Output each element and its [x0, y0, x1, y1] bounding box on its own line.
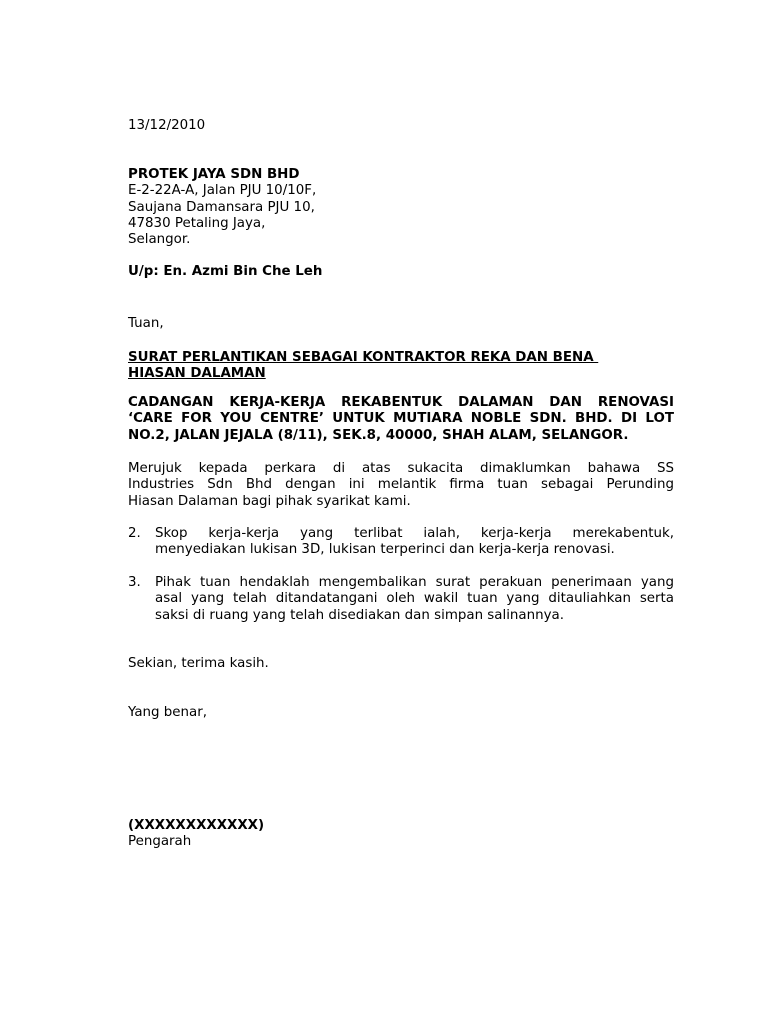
signatory-position: Pengarah	[128, 834, 192, 850]
recipient-company: PROTEK JAYA SDN BHD	[128, 167, 300, 182]
address-line: Selangor.	[128, 232, 191, 248]
numbered-item-3	[128, 575, 674, 624]
item-line: asal yang telah ditandatangani oleh wakil tuan yang ditauliahkan serta	[155, 591, 674, 607]
intro-line: Industries Sdn Bhd dengan ini melantik firma tuan sebagai Perunding	[128, 477, 674, 493]
subject-line: ‘CARE FOR YOU CENTRE’ UNTUK MUTIARA NOBLE SDN. BHD. DI LOT	[128, 411, 674, 427]
salutation: Tuan,	[128, 316, 164, 331]
signatory-name: (XXXXXXXXXXXX)	[128, 818, 265, 833]
item-number: 3.	[128, 575, 141, 590]
recipient-block	[128, 167, 674, 248]
item-line: saksi di ruang yang telah disediakan dan simpan salinannya.	[155, 607, 564, 623]
title-line: SURAT PERLANTIKAN SEBAGAI KONTRAKTOR REKA DAN BENA	[128, 350, 599, 365]
attention-line: U/p: En. Azmi Bin Che Leh	[128, 264, 323, 279]
address-line: Saujana Damansara PJU 10,	[128, 199, 315, 215]
letter-subject	[128, 395, 674, 444]
item-line: Pihak tuan hendaklah mengembalikan surat perakuan penerimaan yang	[155, 575, 674, 590]
item-number: 2.	[128, 526, 141, 541]
letter-date: 13/12/2010	[128, 118, 206, 133]
item-line: Skop kerja-kerja yang terlibat ialah, kerja-kerja merekabentuk,	[155, 526, 674, 541]
intro-line: Hiasan Dalaman bagi pihak syarikat kami.	[128, 493, 411, 509]
letter-title	[128, 350, 674, 383]
signature-block	[128, 818, 674, 851]
subject-line: CADANGAN KERJA-KERJA REKABENTUK DALAMAN DAN RENOVASI	[128, 395, 674, 410]
subject-line: NO.2, JALAN JEJALA (8/11), SEK.8, 40000, SHAH ALAM, SELANGOR.	[128, 427, 629, 443]
address-line: 47830 Petaling Jaya,	[128, 215, 266, 231]
numbered-item-2	[128, 526, 674, 559]
item-line: menyediakan lukisan 3D, lukisan terperinci dan kerja-kerja renovasi.	[155, 542, 615, 558]
intro-paragraph	[128, 461, 674, 510]
intro-line: Merujuk kepada perkara di atas sukacita dimaklumkan bahawa SS	[128, 461, 674, 476]
address-line: E-2-22A-A, Jalan PJU 10/10F,	[128, 183, 317, 199]
closing-line: Sekian, terima kasih.	[128, 656, 269, 671]
title-line: HIASAN DALAMAN	[128, 366, 266, 382]
signoff-line: Yang benar,	[128, 705, 207, 720]
